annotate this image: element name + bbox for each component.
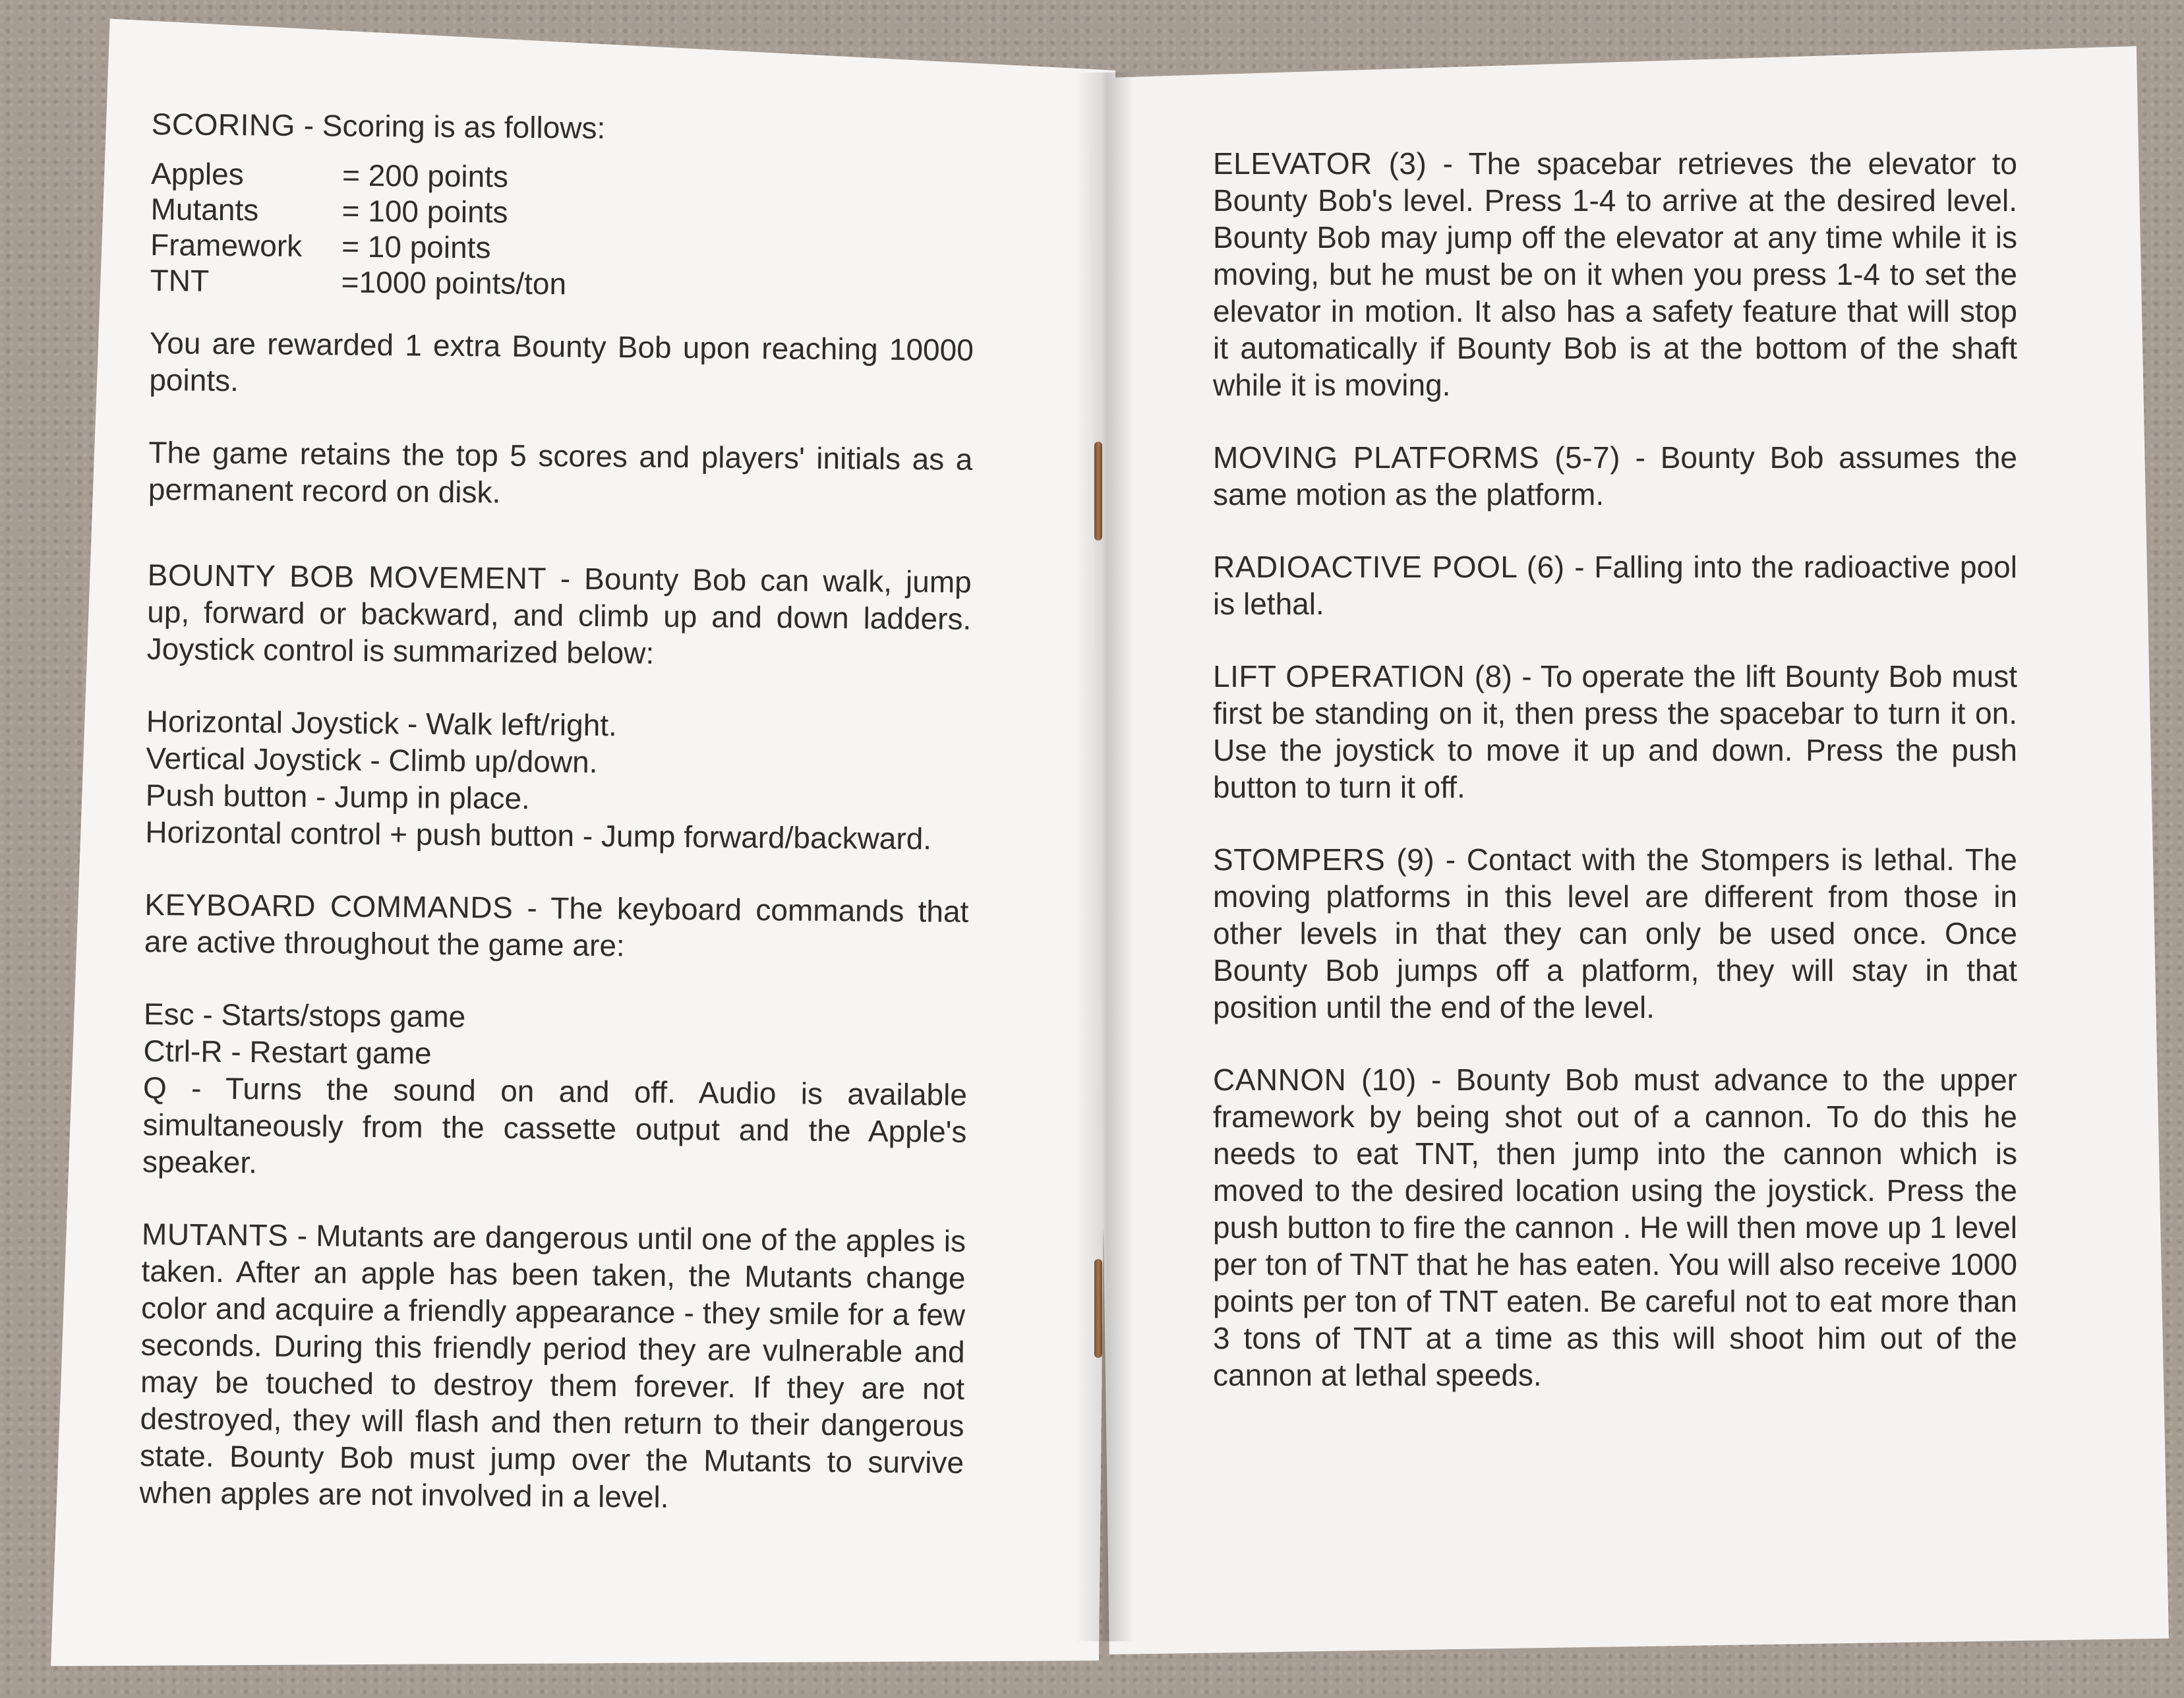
moving-platforms-heading: MOVING PLATFORMS (5-7): [1213, 440, 1620, 475]
keyboard-heading: KEYBOARD COMMANDS: [144, 887, 514, 925]
staple-bottom: [1094, 1259, 1102, 1358]
scoring-intro: - Scoring is as follows:: [295, 107, 606, 146]
extra-life-text: You are rewarded 1 extra Bounty Bob upon reaching 10000 points.: [149, 325, 974, 398]
elevator-heading: ELEVATOR (3): [1213, 146, 1427, 181]
score-item: TNT: [150, 262, 210, 298]
score-row-framework: [150, 227, 567, 266]
stompers-section: [1213, 841, 2017, 1026]
cannon-section: [1213, 1061, 2017, 1393]
lift-operation-body: - To operate the lift Bounty Bob must first be standing on it, then press the spacebar to turn it on. Use the joystick to move it up and down. Press the push button to turn it off.: [1213, 659, 2017, 804]
radioactive-pool-paragraph: [1213, 548, 2017, 622]
joystick-controls-list: [145, 703, 970, 858]
control-item: Vertical Joystick - Climb up/down.: [146, 740, 598, 779]
scoring-heading: SCORING: [151, 106, 296, 142]
stompers-body: - Contact with the Stompers is lethal. The moving platforms in this level are different from those in other levels in that they can only be used once. Once Bounty Bob jumps off a platform, they will stay in that position until the end of the level.: [1213, 842, 2017, 1024]
staple-top: [1094, 442, 1102, 541]
command-item: Esc - Starts/stops game: [143, 996, 466, 1034]
stompers-heading: STOMPERS (9): [1213, 842, 1435, 877]
control-item: Horizontal control + push button - Jump forward/backward.: [145, 814, 932, 856]
keyboard-section: [142, 886, 969, 1187]
mutants-body: - Mutants are dangerous until one of the apples is taken. After an apple has been taken, the Mutants change color and acquire a friendly appearance - they smile for a few seconds. During this friendly period they are vulnerable and may be touched to destroy them forever. If they are not destroyed, they will flash and then return to their dangerous state. Bounty Bob must jump over the Mutants to survive when apples are not involved in a level.: [139, 1217, 966, 1514]
elevator-body: - The spacebar retrieves the elevator to Bounty Bob's level. Press 1-4 to arrive at the desired level. Bounty Bob may jump off the elevator at any time while it is moving, but he must be on it when you press 1-4 to set the elevator in motion. It also has a safety feature that will stop it automatically if Bounty Bob is at the bottom of the shaft while it is moving.: [1213, 146, 2018, 402]
booklet-spine: [1075, 73, 1134, 1641]
score-value: = 100 points: [341, 193, 508, 229]
score-value: =1000 points/ton: [341, 264, 567, 301]
right-page-text: [1213, 145, 2017, 1429]
score-value: = 10 points: [341, 229, 491, 265]
score-item: Apples: [150, 156, 244, 192]
stompers-paragraph: [1213, 841, 2017, 1026]
high-scores-text: The game retains the top 5 scores and players' initials as a permanent record on disk.: [148, 434, 973, 510]
lift-operation-section: [1213, 658, 2017, 805]
elevator-paragraph: [1213, 145, 2017, 403]
movement-paragraph: [147, 556, 972, 674]
moving-platforms-body: - Bounty Bob assumes the same motion as the platform.: [1213, 440, 2017, 512]
movement-section: [145, 556, 972, 858]
moving-platforms-section: [1213, 439, 2017, 513]
scoring-section: [148, 105, 976, 515]
score-row-mutants: [150, 191, 567, 231]
score-item: Framework: [150, 227, 303, 263]
score-table: [150, 156, 567, 302]
mutants-paragraph: [139, 1215, 966, 1518]
score-item: Mutants: [150, 191, 259, 227]
mutants-section: [139, 1215, 966, 1518]
radioactive-pool-heading: RADIOACTIVE POOL (6): [1213, 550, 1565, 584]
score-row-tnt: [150, 262, 566, 302]
lift-operation-heading: LIFT OPERATION (8): [1213, 659, 1513, 693]
command-item: Q - Turns the sound on and off. Audio is available simultaneously from the cassette output and the Apple's speaker.: [142, 1070, 968, 1180]
cannon-body: - Bounty Bob must advance to the upper framework by being shot out of a cannon. To do this he needs to eat TNT, then jump into the cannon which is moved to the desired location using the joystick. Press the push button to fire the cannon . He will then move up 1 level per ton of TNT that he has eaten. You will also receive 1000 points per ton of TNT eaten. Be careful not to eat more than 3 tons of TNT at a time as this will shoot him out of the cannon at lethal speeds.: [1213, 1063, 2017, 1392]
left-page-text: [139, 105, 976, 1554]
control-item: Push button - Jump in place.: [145, 777, 531, 816]
control-item: Horizontal Joystick - Walk left/right.: [146, 703, 618, 743]
score-row-apples: [151, 156, 568, 195]
movement-heading: BOUNTY BOB MOVEMENT: [147, 557, 547, 596]
command-item: Ctrl-R - Restart game: [143, 1033, 432, 1070]
keyboard-paragraph: [144, 886, 969, 967]
mutants-heading: MUTANTS: [141, 1216, 289, 1252]
cannon-paragraph: [1213, 1061, 2017, 1393]
lift-operation-paragraph: [1213, 658, 2017, 805]
keyboard-commands-list: [142, 995, 968, 1187]
radioactive-pool-body: - Falling into the radioactive pool is lethal.: [1213, 550, 2017, 621]
cannon-heading: CANNON (10): [1213, 1063, 1417, 1097]
moving-platforms-paragraph: [1213, 439, 2017, 513]
movement-body: - Bounty Bob can walk, jump up, forward or backward, and climb up and down ladders. Joystick control is summarized below:: [146, 561, 972, 670]
elevator-section: [1213, 145, 2017, 403]
keyboard-body: - The keyboard commands that are active throughout the game are:: [144, 890, 969, 963]
radioactive-pool-section: [1213, 548, 2017, 622]
score-value: = 200 points: [341, 158, 509, 194]
scoring-intro-line: [152, 105, 976, 150]
